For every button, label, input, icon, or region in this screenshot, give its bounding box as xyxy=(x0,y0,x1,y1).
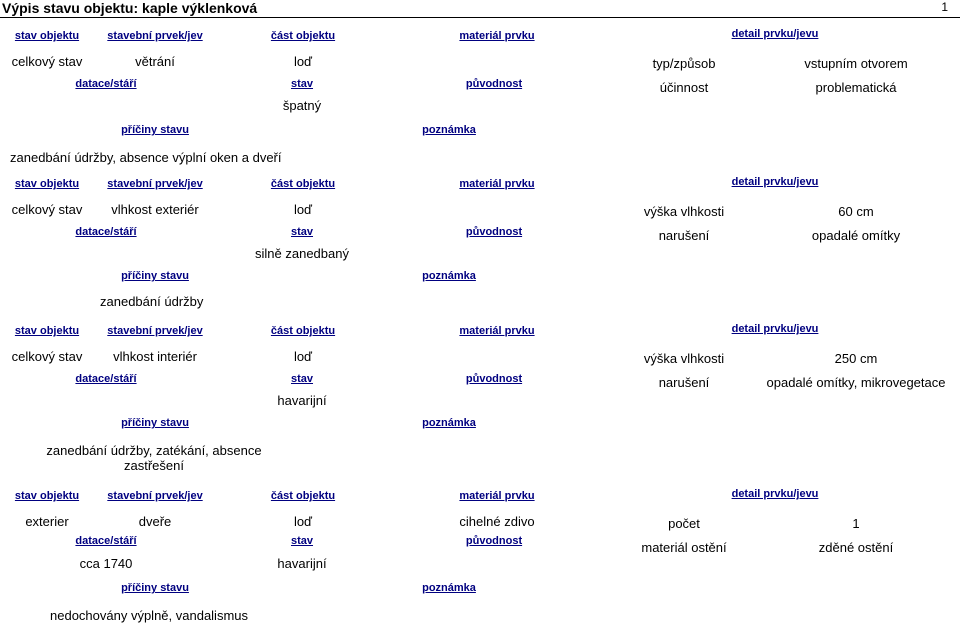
label-poznamka: poznámka xyxy=(422,582,476,594)
label-detail-prvku: detail prvku/jevu xyxy=(731,28,819,40)
priciny-stavu-value-1: zanedbání údržby, absence výplní oken a dveří xyxy=(10,150,282,165)
label-material-prvku: materiál prvku xyxy=(459,325,535,337)
label-poznamka: poznámka xyxy=(422,270,476,282)
label-cast-objektu: část objektu xyxy=(270,178,336,190)
detail-name-4-2: materiál ostění xyxy=(641,540,727,555)
detail-value-2-2: opadalé omítky xyxy=(811,228,901,243)
label-stavebni-prvek: stavební prvek/jev xyxy=(107,325,203,337)
label-stav-objektu: stav objektu xyxy=(14,490,80,502)
page-title: Výpis stavu objektu: kaple výklenková xyxy=(2,0,258,16)
stav-value-4: havarijní xyxy=(277,556,327,571)
cast-objektu-value-4: loď xyxy=(293,514,313,529)
label-stavebni-prvek: stavební prvek/jev xyxy=(107,490,203,502)
stav-objektu-value-1: celkový stav xyxy=(11,54,83,69)
cast-objektu-value-3: loď xyxy=(293,349,313,364)
detail-value-2-1: 60 cm xyxy=(838,204,874,219)
detail-value-1-1: vstupním otvorem xyxy=(804,56,908,71)
label-detail-prvku: detail prvku/jevu xyxy=(731,323,819,335)
stav-value-1: špatný xyxy=(282,98,322,113)
stavebni-prvek-value-2: vlhkost exteriér xyxy=(111,202,199,217)
cast-objektu-value-2: loď xyxy=(293,202,313,217)
priciny-stavu-value-3: zanedbání údržby, zatékání, absence zastřešení xyxy=(46,443,262,473)
label-stavebni-prvek: stavební prvek/jev xyxy=(107,30,203,42)
label-stavebni-prvek: stavební prvek/jev xyxy=(107,178,203,190)
label-stav-objektu: stav objektu xyxy=(14,178,80,190)
detail-value-3-1: 250 cm xyxy=(834,351,878,366)
label-priciny-stavu: příčiny stavu xyxy=(121,270,189,282)
label-material-prvku: materiál prvku xyxy=(459,178,535,190)
detail-name-3-2: narušení xyxy=(658,375,710,390)
material-prvku-value-4: cihelné zdivo xyxy=(459,514,535,529)
label-priciny-stavu: příčiny stavu xyxy=(121,417,189,429)
label-cast-objektu: část objektu xyxy=(270,325,336,337)
label-stav-objektu: stav objektu xyxy=(14,30,80,42)
label-datace: datace/stáří xyxy=(75,226,137,238)
detail-name-2-2: narušení xyxy=(658,228,710,243)
detail-name-1-2: účinnost xyxy=(659,80,709,95)
label-puvodnost: původnost xyxy=(465,226,523,238)
detail-value-4-1: 1 xyxy=(852,516,860,531)
label-stav: stav xyxy=(290,373,314,385)
stav-objektu-value-4: exterier xyxy=(25,514,69,529)
stav-value-2: silně zanedbaný xyxy=(255,246,349,261)
label-material-prvku: materiál prvku xyxy=(459,490,535,502)
label-cast-objektu: část objektu xyxy=(270,490,336,502)
label-material-prvku: materiál prvku xyxy=(459,30,535,42)
label-datace: datace/stáří xyxy=(75,373,137,385)
label-stav: stav xyxy=(290,226,314,238)
stavebni-prvek-value-1: větrání xyxy=(135,54,175,69)
datace-value-4: cca 1740 xyxy=(79,556,133,571)
label-priciny-stavu: příčiny stavu xyxy=(121,582,189,594)
detail-name-3-1: výška vlhkosti xyxy=(643,351,725,366)
stavebni-prvek-value-3: vlhkost interiér xyxy=(113,349,197,364)
cast-objektu-value-1: loď xyxy=(293,54,313,69)
detail-name-4-1: počet xyxy=(668,516,700,531)
stavebni-prvek-value-4: dveře xyxy=(138,514,172,529)
label-stav: stav xyxy=(290,535,314,547)
detail-name-2-1: výška vlhkosti xyxy=(643,204,725,219)
detail-value-1-2: problematická xyxy=(815,80,897,95)
detail-value-3-2: opadalé omítky, mikrovegetace xyxy=(766,375,946,390)
detail-name-1-1: typ/způsob xyxy=(652,56,716,71)
detail-value-4-2: zděné ostění xyxy=(818,540,894,555)
label-poznamka: poznámka xyxy=(422,417,476,429)
stav-objektu-value-2: celkový stav xyxy=(11,202,83,217)
label-puvodnost: původnost xyxy=(465,535,523,547)
label-datace: datace/stáří xyxy=(75,535,137,547)
stav-objektu-value-3: celkový stav xyxy=(11,349,83,364)
page-number: 1 xyxy=(941,0,948,14)
label-priciny-stavu: příčiny stavu xyxy=(121,124,189,136)
label-detail-prvku: detail prvku/jevu xyxy=(731,176,819,188)
priciny-stavu-value-4: nedochovány výplně, vandalismus xyxy=(50,608,249,623)
label-datace: datace/stáří xyxy=(75,78,137,90)
stav-value-3: havarijní xyxy=(277,393,327,408)
label-puvodnost: původnost xyxy=(465,373,523,385)
title-divider xyxy=(0,17,960,18)
label-detail-prvku: detail prvku/jevu xyxy=(731,488,819,500)
label-puvodnost: původnost xyxy=(465,78,523,90)
label-poznamka: poznámka xyxy=(422,124,476,136)
label-stav: stav xyxy=(290,78,314,90)
label-stav-objektu: stav objektu xyxy=(14,325,80,337)
priciny-stavu-value-2: zanedbání údržby xyxy=(100,294,204,309)
label-cast-objektu: část objektu xyxy=(270,30,336,42)
